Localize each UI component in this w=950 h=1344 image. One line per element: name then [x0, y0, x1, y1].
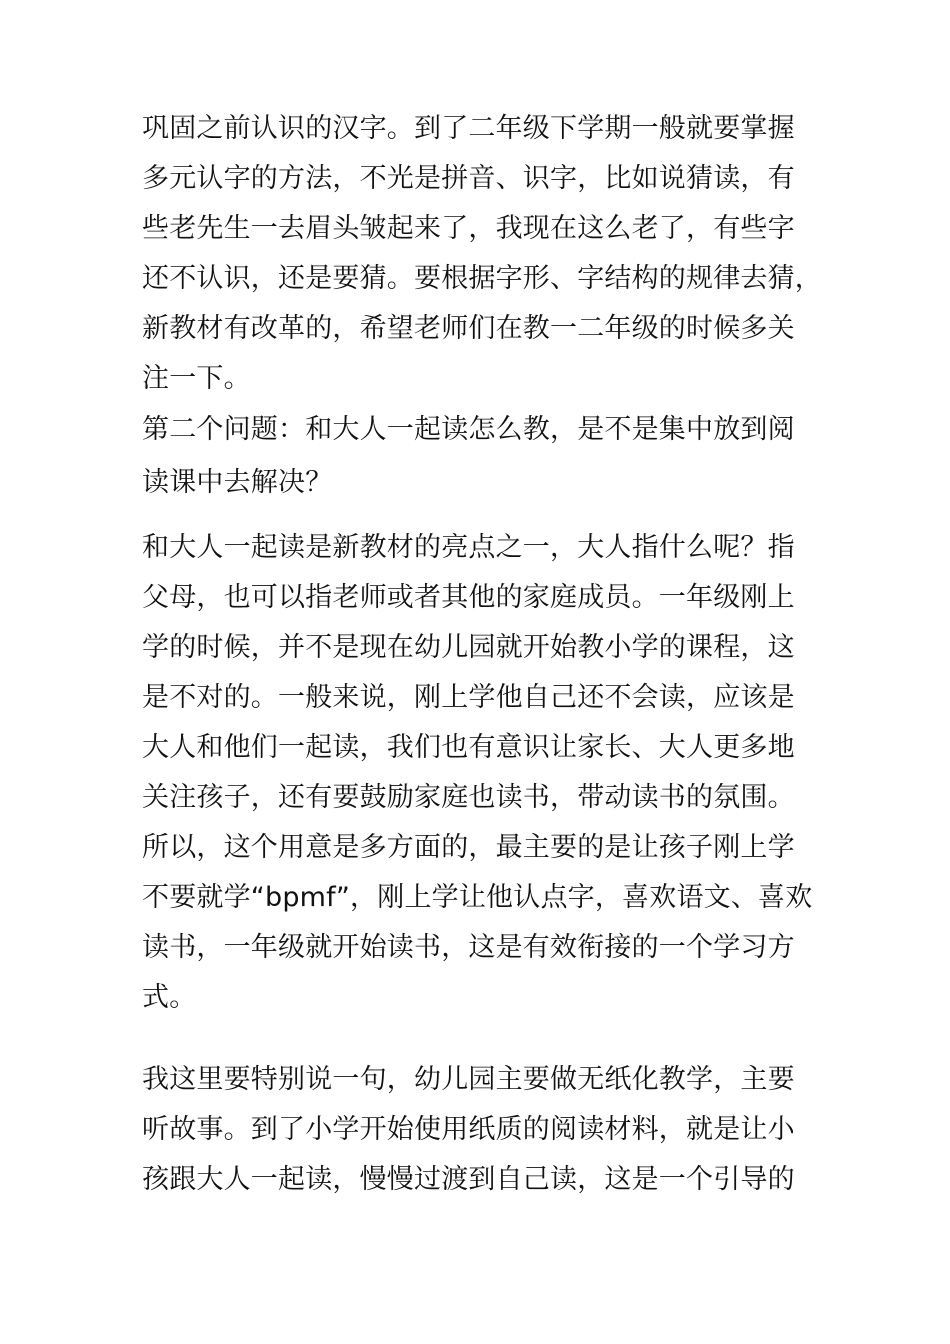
text-line: 学的时候，并不是现在幼儿园就开始教小学的课程，这: [142, 632, 795, 663]
question-line: 读课中去解决？: [142, 467, 333, 498]
text-line: 巩固之前认识的汉字。到了二年级下学期一般就要掌握: [142, 113, 795, 144]
text-line: 大人和他们一起读，我们也有意识让家长、大人更多地: [142, 732, 795, 763]
text-line: 注一下。: [142, 363, 251, 394]
question-line: 第二个问题：和大人一起读怎么教，是不是集中放到阅: [142, 414, 795, 445]
text-line: 些老先生一去眉头皱起来了，我现在这么老了，有些字: [142, 213, 795, 244]
text-line: 是不对的。一般来说，刚上学他自己还不会读，应该是: [142, 682, 795, 713]
text-line: 式。: [142, 982, 197, 1013]
text-line: 多元认字的方法，不光是拼音、识字，比如说猜读，有: [142, 163, 795, 194]
text-line: 父母，也可以指老师或者其他的家庭成员。一年级刚上: [142, 582, 795, 613]
text-line: 孩跟大人一起读，慢慢过渡到自己读，这是一个引导的: [142, 1164, 795, 1195]
text-line: 还不认识，还是要猜。要根据字形、字结构的规律去猜，: [142, 263, 822, 294]
text-line: 所以，这个用意是多方面的，最主要的是让孩子刚上学: [142, 832, 795, 863]
text-line: 关注孩子，还有要鼓励家庭也读书，带动读书的氛围。: [142, 782, 795, 813]
text-line: 不要就学“bpmf”，刚上学让他认点字，喜欢语文、喜欢: [142, 882, 813, 913]
text-line: 听故事。到了小学开始使用纸质的阅读材料，就是让小: [142, 1114, 795, 1145]
text-line: 和大人一起读是新教材的亮点之一，大人指什么呢？指: [142, 532, 795, 563]
text-line: 读书，一年级就开始读书，这是有效衔接的一个学习方: [142, 932, 795, 963]
text-line: 我这里要特别说一句，幼儿园主要做无纸化教学，主要: [142, 1064, 795, 1095]
text-line: 新教材有改革的，希望老师们在教一二年级的时候多关: [142, 313, 795, 344]
